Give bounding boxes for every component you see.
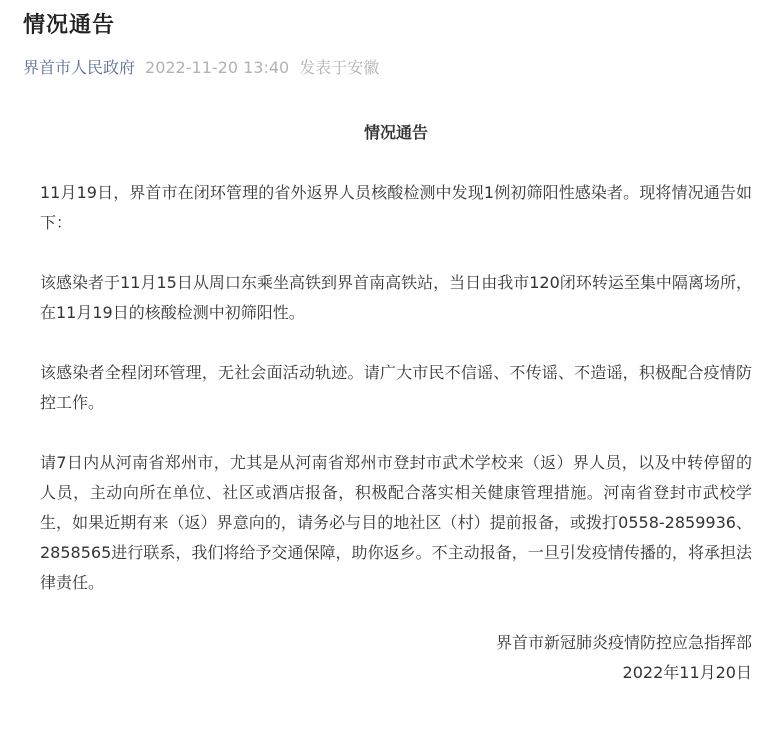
notice-heading: 情况通告 bbox=[363, 123, 428, 142]
paragraph-2: 该感染者于11月15日从周口东乘坐高铁到界首南高铁站，当日由我市120闭环转运至集中隔离场所，在11月19日的核酸检测中初筛阳性。 bbox=[40, 273, 752, 322]
source-account-link[interactable]: 界首市人民政府 bbox=[23, 58, 136, 77]
signature-date: 2022年11月20日 bbox=[622, 663, 752, 682]
paragraph-1: 11月19日，界首市在闭环管理的省外返界人员核酸检测中发现1例初筛阳性感染者。现将情况通告如下： bbox=[40, 183, 752, 232]
spacer bbox=[40, 598, 752, 628]
spacer bbox=[40, 418, 752, 448]
paragraph-3: 该感染者全程闭环管理，无社会面活动轨迹。请广大市民不信谣、不传谣、不造谣，积极配合疫情防控工作。 bbox=[40, 363, 752, 412]
spacer bbox=[40, 148, 752, 178]
publish-time: 2022-11-20 13:40 bbox=[145, 58, 290, 77]
article-meta bbox=[23, 56, 379, 80]
spacer bbox=[40, 238, 752, 268]
article-content bbox=[40, 118, 752, 688]
publish-location: 发表于安徽 bbox=[299, 58, 380, 77]
paragraph-4: 请7日内从河南省郑州市，尤其是从河南省郑州市登封市武术学校来（返）界人员，以及中转停留的人员，主动向所在单位、社区或酒店报备，积极配合落实相关健康管理措施。河南省登封市武校学生，如果近期有来（返）界意向的，请务必与目的地社区（村）提前报备，或拨打0558-2859936、2858565进行联系，我们将给予交通保障，助你返乡。不主动报备，一旦引发疫情传播的，将承担法律责任。 bbox=[40, 453, 752, 592]
spacer bbox=[40, 328, 752, 358]
signature-org: 界首市新冠肺炎疫情防控应急指挥部 bbox=[495, 633, 752, 652]
article-title: 情况通告 bbox=[23, 13, 116, 38]
